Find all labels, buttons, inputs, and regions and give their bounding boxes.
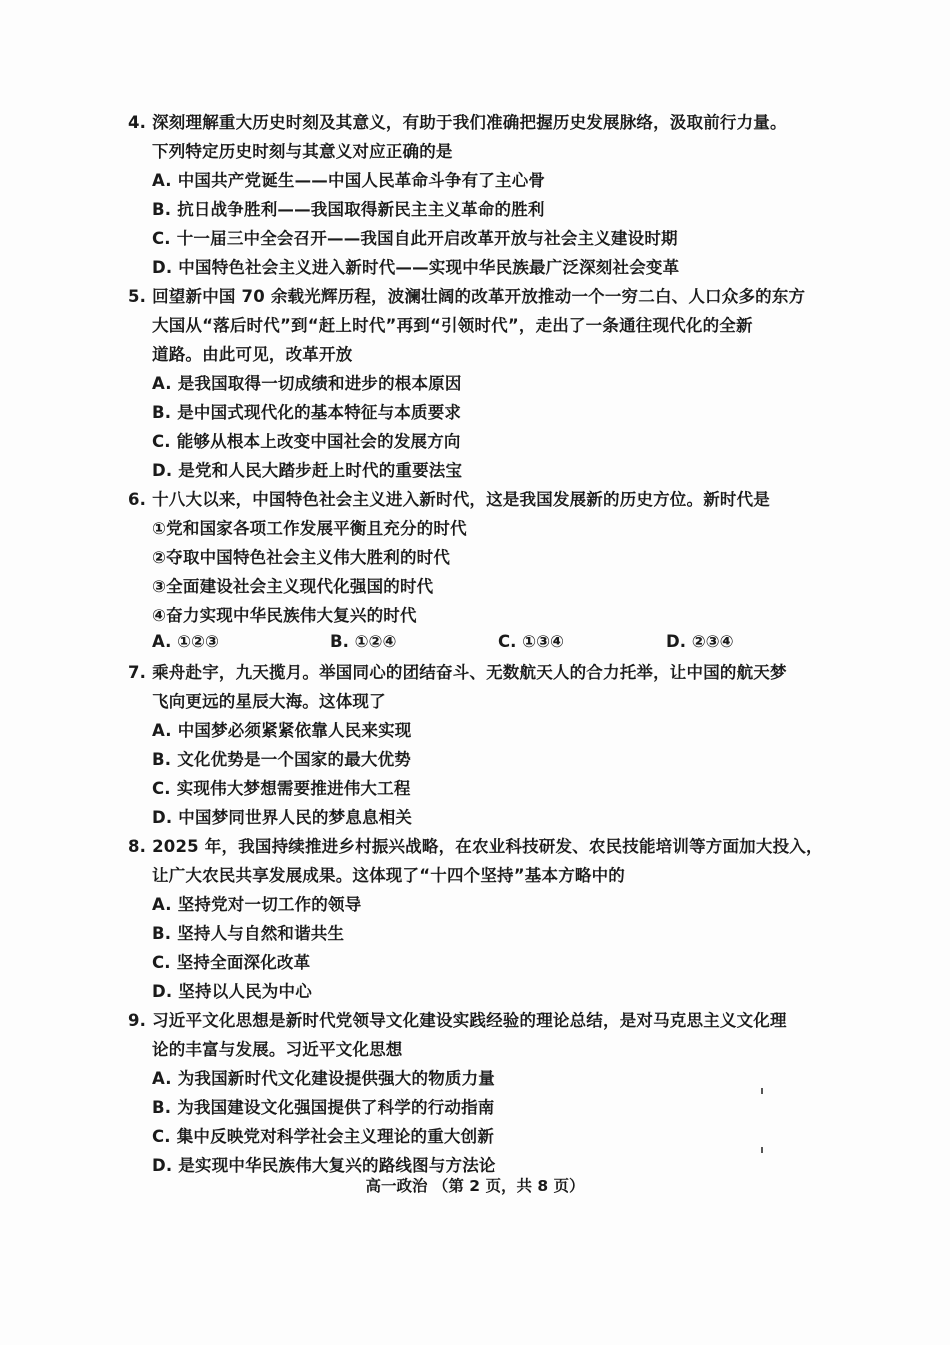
question-6-choices bbox=[152, 631, 772, 653]
question-5-option-d: D. 是党和人民大踏步赶上时代的重要法宝 bbox=[152, 461, 463, 480]
question-4-option-c: C. 十一届三中全会召开——我国自此开启改革开放与社会主义建设时期 bbox=[152, 229, 678, 248]
question-8-stem-line-1 bbox=[128, 836, 823, 858]
question-4-stem-line-1 bbox=[128, 112, 787, 134]
question-5-stem-line-1 bbox=[128, 286, 805, 308]
question-9-stem-line-2: 论的丰富与发展。习近平文化思想 bbox=[152, 1040, 403, 1059]
question-6-choice-d: D. ②③④ bbox=[666, 632, 734, 651]
question-8-option-c: C. 坚持全面深化改革 bbox=[152, 953, 311, 972]
question-9-number: 9. bbox=[128, 1011, 147, 1030]
question-7-stem-line-2: 飞向更远的星辰大海。这体现了 bbox=[152, 692, 386, 711]
question-5-option-c: C. 能够从根本上改变中国社会的发展方向 bbox=[152, 432, 461, 451]
question-9-option-a: A. 为我国新时代文化建设提供强大的物质力量 bbox=[152, 1069, 495, 1088]
question-9-option-b: B. 为我国建设文化强国提供了科学的行动指南 bbox=[152, 1098, 495, 1117]
question-5-number: 5. bbox=[128, 287, 147, 306]
question-6-statement-1: ①党和国家各项工作发展平衡且充分的时代 bbox=[152, 519, 467, 538]
question-8-number: 8. bbox=[128, 837, 147, 856]
question-4-stem-line-2: 下列特定历史时刻与其意义对应正确的是 bbox=[152, 142, 453, 161]
question-6-statement-4: ④奋力实现中华民族伟大复兴的时代 bbox=[152, 606, 417, 625]
question-6-choice-a: A. ①②③ bbox=[152, 632, 219, 651]
scan-speck bbox=[761, 1147, 763, 1153]
question-4-number: 4. bbox=[128, 113, 147, 132]
question-7-number: 7. bbox=[128, 663, 147, 682]
question-5-stem-line-2: 大国从“落后时代”到“赶上时代”再到“引领时代”，走出了一条通往现代化的全新 bbox=[152, 316, 753, 335]
question-8-option-d: D. 坚持以人民为中心 bbox=[152, 982, 312, 1001]
question-7-option-a: A. 中国梦必须紧紧依靠人民来实现 bbox=[152, 721, 412, 740]
question-6-stem-line-1 bbox=[128, 489, 770, 511]
question-8-stem-text-1: 2025 年，我国持续推进乡村振兴战略，在农业科技研发、农民技能培训等方面加大投入， bbox=[152, 837, 823, 856]
question-9-stem-text-1: 习近平文化思想是新时代党领导文化建设实践经验的理论总结，是对马克思主义文化理 bbox=[152, 1011, 787, 1030]
question-8-option-b: B. 坚持人与自然和谐共生 bbox=[152, 924, 345, 943]
question-7-option-b: B. 文化优势是一个国家的最大优势 bbox=[152, 750, 411, 769]
scan-speck bbox=[761, 1088, 763, 1094]
question-6-statement-2: ②夺取中国特色社会主义伟大胜利的时代 bbox=[152, 548, 451, 567]
question-5-stem-text-1: 回望新中国 70 余载光辉历程，波澜壮阔的改革开放推动一个一穷二白、人口众多的东方 bbox=[152, 287, 806, 306]
question-6-choice-c: C. ①③④ bbox=[498, 632, 565, 651]
question-6-stem-text-1: 十八大以来，中国特色社会主义进入新时代，这是我国发展新的历史方位。新时代是 bbox=[152, 490, 771, 509]
question-4-option-b: B. 抗日战争胜利——我国取得新民主主义革命的胜利 bbox=[152, 200, 545, 219]
question-7-option-d: D. 中国梦同世界人民的梦息息相关 bbox=[152, 808, 413, 827]
question-9-stem-line-1 bbox=[128, 1010, 787, 1032]
question-6-number: 6. bbox=[128, 490, 147, 509]
question-8-option-a: A. 坚持党对一切工作的领导 bbox=[152, 895, 362, 914]
question-7-stem-text-1: 乘舟赴宇，九天揽月。举国同心的团结奋斗、无数航天人的合力托举，让中国的航天梦 bbox=[152, 663, 787, 682]
question-5-stem-line-3: 道路。由此可见，改革开放 bbox=[152, 345, 353, 364]
question-6-statement-3: ③全面建设社会主义现代化强国的时代 bbox=[152, 577, 434, 596]
question-6-choice-b: B. ①②④ bbox=[330, 632, 397, 651]
question-4-option-a: A. 中国共产党诞生——中国人民革命斗争有了主心骨 bbox=[152, 171, 546, 190]
question-5-option-b: B. 是中国式现代化的基本特征与本质要求 bbox=[152, 403, 462, 422]
page-footer: 高一政治 （第 2 页，共 8 页） bbox=[365, 1177, 585, 1195]
question-9-option-d: D. 是实现中华民族伟大复兴的路线图与方法论 bbox=[152, 1156, 496, 1175]
question-7-stem-line-1 bbox=[128, 662, 787, 684]
question-4-option-d: D. 中国特色社会主义进入新时代——实现中华民族最广泛深刻社会变革 bbox=[152, 258, 680, 277]
question-9-option-c: C. 集中反映党对科学社会主义理论的重大创新 bbox=[152, 1127, 495, 1146]
question-7-option-c: C. 实现伟大梦想需要推进伟大工程 bbox=[152, 779, 411, 798]
question-8-stem-line-2: 让广大农民共享发展成果。这体现了“十四个坚持”基本方略中的 bbox=[152, 866, 625, 885]
question-4-stem-text-1: 深刻理解重大历史时刻及其意义，有助于我们准确把握历史发展脉络，汲取前行力量。 bbox=[152, 113, 787, 132]
question-5-option-a: A. 是我国取得一切成绩和进步的根本原因 bbox=[152, 374, 462, 393]
